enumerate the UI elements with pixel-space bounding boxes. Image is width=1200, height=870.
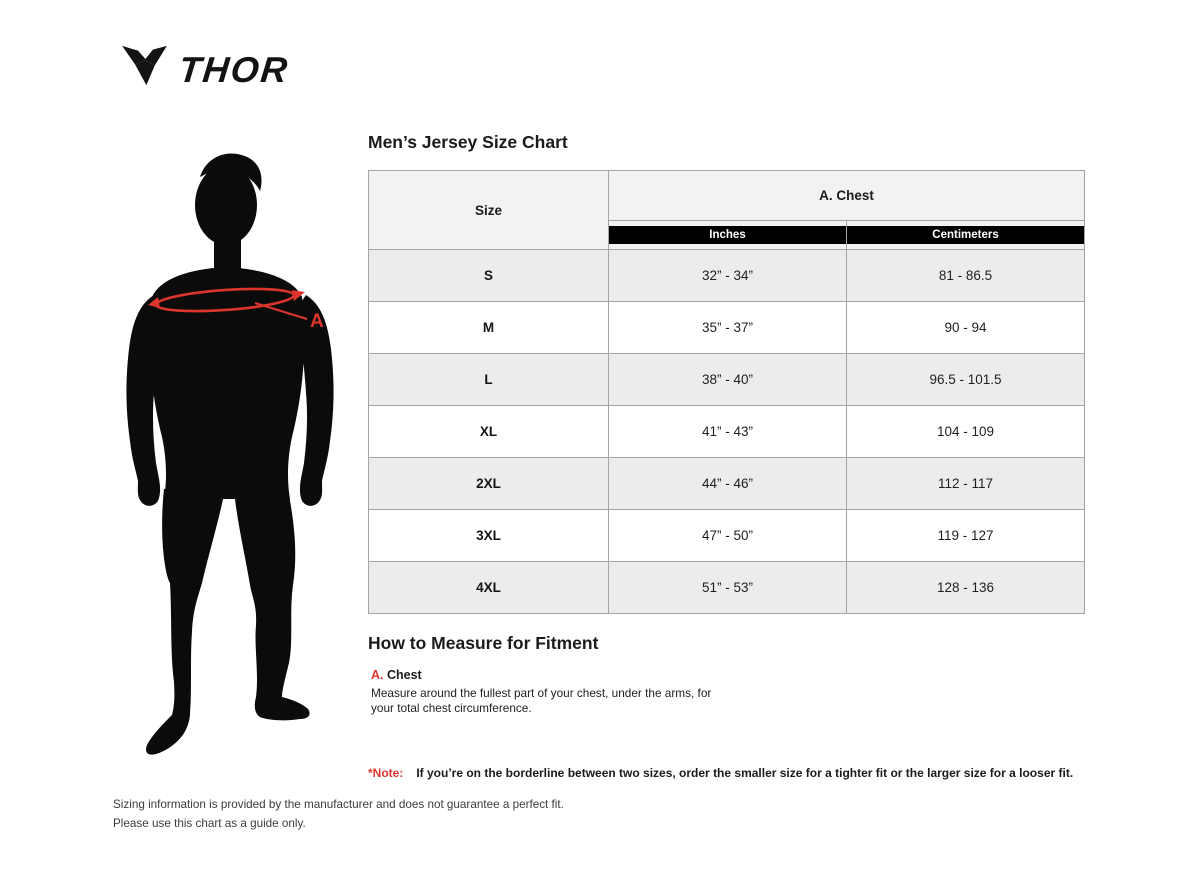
thor-horns-icon (121, 45, 168, 86)
cell-size: 3XL (369, 510, 609, 562)
cell-inches: 38” - 40” (609, 354, 847, 406)
column-header-chest-group: A. Chest (609, 171, 1085, 221)
column-header-size: Size (369, 171, 609, 250)
cell-inches: 35” - 37” (609, 302, 847, 354)
size-table-body (369, 250, 1085, 614)
cell-inches: 44” - 46” (609, 458, 847, 510)
cell-size: 4XL (369, 562, 609, 614)
cell-centimeters: 90 - 94 (847, 302, 1085, 354)
cell-size: S (369, 250, 609, 302)
table-row (369, 354, 1085, 406)
subheader-centimeters (847, 221, 1085, 250)
how-to-measure-title: How to Measure for Fitment (368, 633, 599, 653)
cell-inches: 41” - 43” (609, 406, 847, 458)
footer-disclaimer (113, 795, 564, 833)
cell-size: XL (369, 406, 609, 458)
subheader-inches (609, 221, 847, 250)
border-size-note (368, 766, 1073, 780)
size-chart-title: Men’s Jersey Size Chart (368, 132, 568, 152)
cell-inches: 32” - 34” (609, 250, 847, 302)
cell-centimeters: 112 - 117 (847, 458, 1085, 510)
footer-line-2: Please use this chart as a guide only. (113, 817, 306, 830)
subheader-inches-label: Inches (609, 226, 846, 244)
measure-item-name: Chest (386, 668, 422, 682)
measure-item-chest (371, 668, 733, 716)
measure-point-label: A (310, 311, 324, 332)
cell-size: L (369, 354, 609, 406)
table-row (369, 250, 1085, 302)
cell-centimeters: 119 - 127 (847, 510, 1085, 562)
cell-size: M (369, 302, 609, 354)
footer-line-1: Sizing information is provided by the manufacturer and does not guarantee a perfect fit. (113, 798, 564, 811)
cell-centimeters: 104 - 109 (847, 406, 1085, 458)
cell-inches: 51” - 53” (609, 562, 847, 614)
measure-item-heading (371, 668, 733, 682)
cell-inches: 47” - 50” (609, 510, 847, 562)
subheader-centimeters-label: Centimeters (847, 226, 1084, 244)
size-table (368, 170, 1085, 614)
measure-item-description: Measure around the fullest part of your chest, under the arms, for your total chest circumference. (371, 686, 712, 715)
measure-item-letter: A. (371, 668, 384, 682)
body-silhouette (112, 147, 362, 777)
brand-wordmark: THOR (176, 48, 292, 90)
cell-size: 2XL (369, 458, 609, 510)
cell-centimeters: 96.5 - 101.5 (847, 354, 1085, 406)
table-row (369, 406, 1085, 458)
male-silhouette-shape (126, 154, 333, 755)
thor-logo (121, 45, 292, 90)
cell-centimeters: 128 - 136 (847, 562, 1085, 614)
note-prefix: *Note: (368, 766, 404, 780)
cell-centimeters: 81 - 86.5 (847, 250, 1085, 302)
table-row (369, 562, 1085, 614)
table-row (369, 458, 1085, 510)
table-row (369, 302, 1085, 354)
table-row (369, 510, 1085, 562)
note-text: If you’re on the borderline between two sizes, order the smaller size for a tighter fit or the larger size for a looser fit. (416, 766, 1074, 780)
